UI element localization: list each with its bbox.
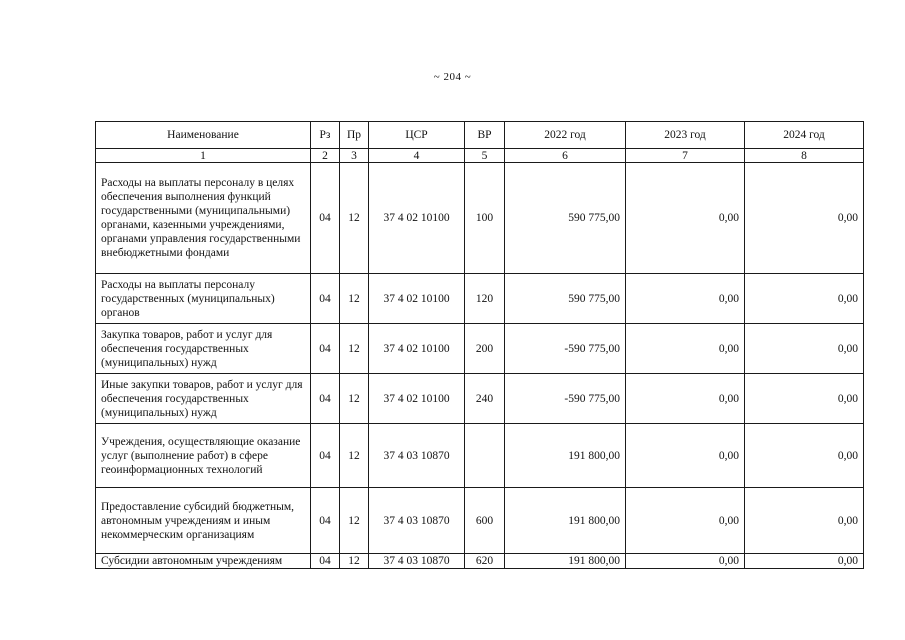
row-2022: 191 800,00: [505, 554, 626, 569]
row-2024: 0,00: [745, 488, 864, 554]
row-pr: 12: [340, 488, 369, 554]
header-2024: 2024 год: [745, 122, 864, 149]
row-csr: 37 4 02 10100: [369, 163, 465, 274]
row-name: Закупка товаров, работ и услуг для обеспечения государственных (муниципальных) нужд: [96, 324, 311, 374]
table-row: [96, 324, 864, 374]
row-pr: 12: [340, 374, 369, 424]
row-csr: 37 4 02 10100: [369, 374, 465, 424]
column-number: 7: [626, 149, 745, 163]
row-2024: 0,00: [745, 374, 864, 424]
column-number: 8: [745, 149, 864, 163]
row-2022: -590 775,00: [505, 374, 626, 424]
row-2023: 0,00: [626, 488, 745, 554]
row-2022: 191 800,00: [505, 488, 626, 554]
row-2024: 0,00: [745, 554, 864, 569]
budget-table: [95, 121, 864, 569]
table-header-row: [96, 122, 864, 149]
row-rz: 04: [311, 324, 340, 374]
row-2024: 0,00: [745, 424, 864, 488]
row-rz: 04: [311, 554, 340, 569]
row-name: Иные закупки товаров, работ и услуг для обеспечения государственных (муниципальных) нужд: [96, 374, 311, 424]
row-vr: 200: [465, 324, 505, 374]
header-2023: 2023 год: [626, 122, 745, 149]
row-csr: 37 4 02 10100: [369, 274, 465, 324]
row-pr: 12: [340, 274, 369, 324]
table-row: [96, 424, 864, 488]
row-vr: 100: [465, 163, 505, 274]
header-2022: 2022 год: [505, 122, 626, 149]
column-number: 4: [369, 149, 465, 163]
table-row: [96, 163, 864, 274]
row-rz: 04: [311, 374, 340, 424]
column-number: 6: [505, 149, 626, 163]
row-name: Предоставление субсидий бюджетным, автономным учреждениям и иным некоммерческим организациям: [96, 488, 311, 554]
row-csr: 37 4 03 10870: [369, 488, 465, 554]
row-2023: 0,00: [626, 554, 745, 569]
column-number: 1: [96, 149, 311, 163]
row-rz: 04: [311, 488, 340, 554]
row-2024: 0,00: [745, 274, 864, 324]
table-row: [96, 554, 864, 569]
row-pr: 12: [340, 424, 369, 488]
row-2022: -590 775,00: [505, 324, 626, 374]
header-name: Наименование: [96, 122, 311, 149]
row-pr: 12: [340, 324, 369, 374]
row-name: Расходы на выплаты персоналу государственных (муниципальных) органов: [96, 274, 311, 324]
column-number: 3: [340, 149, 369, 163]
table-row: [96, 488, 864, 554]
row-name: Субсидии автономным учреждениям: [96, 554, 311, 569]
row-vr: 120: [465, 274, 505, 324]
row-2022: 590 775,00: [505, 163, 626, 274]
row-rz: 04: [311, 163, 340, 274]
row-2022: 191 800,00: [505, 424, 626, 488]
row-csr: 37 4 03 10870: [369, 554, 465, 569]
row-2023: 0,00: [626, 324, 745, 374]
table-row: [96, 374, 864, 424]
column-number: 2: [311, 149, 340, 163]
header-vr: ВР: [465, 122, 505, 149]
row-2023: 0,00: [626, 163, 745, 274]
row-vr: 240: [465, 374, 505, 424]
header-csr: ЦСР: [369, 122, 465, 149]
header-rz: Рз: [311, 122, 340, 149]
row-2024: 0,00: [745, 163, 864, 274]
column-number: 5: [465, 149, 505, 163]
row-rz: 04: [311, 274, 340, 324]
row-2023: 0,00: [626, 374, 745, 424]
table-row: [96, 274, 864, 324]
row-csr: 37 4 03 10870: [369, 424, 465, 488]
row-csr: 37 4 02 10100: [369, 324, 465, 374]
header-pr: Пр: [340, 122, 369, 149]
row-name: Учреждения, осуществляющие оказание услуг (выполнение работ) в сфере геоинформационных технологий: [96, 424, 311, 488]
row-2023: 0,00: [626, 274, 745, 324]
row-vr: [465, 424, 505, 488]
row-2023: 0,00: [626, 424, 745, 488]
page-number: ~ 204 ~: [433, 71, 472, 83]
row-2022: 590 775,00: [505, 274, 626, 324]
row-rz: 04: [311, 424, 340, 488]
row-vr: 600: [465, 488, 505, 554]
column-number-row: [96, 149, 864, 163]
row-2024: 0,00: [745, 324, 864, 374]
row-vr: 620: [465, 554, 505, 569]
row-pr: 12: [340, 163, 369, 274]
row-name: Расходы на выплаты персоналу в целях обеспечения выполнения функций государственными (муниципальными) органами, казенными учреждениями, органами управления государственными внебюджетными фондами: [96, 163, 311, 274]
row-pr: 12: [340, 554, 369, 569]
